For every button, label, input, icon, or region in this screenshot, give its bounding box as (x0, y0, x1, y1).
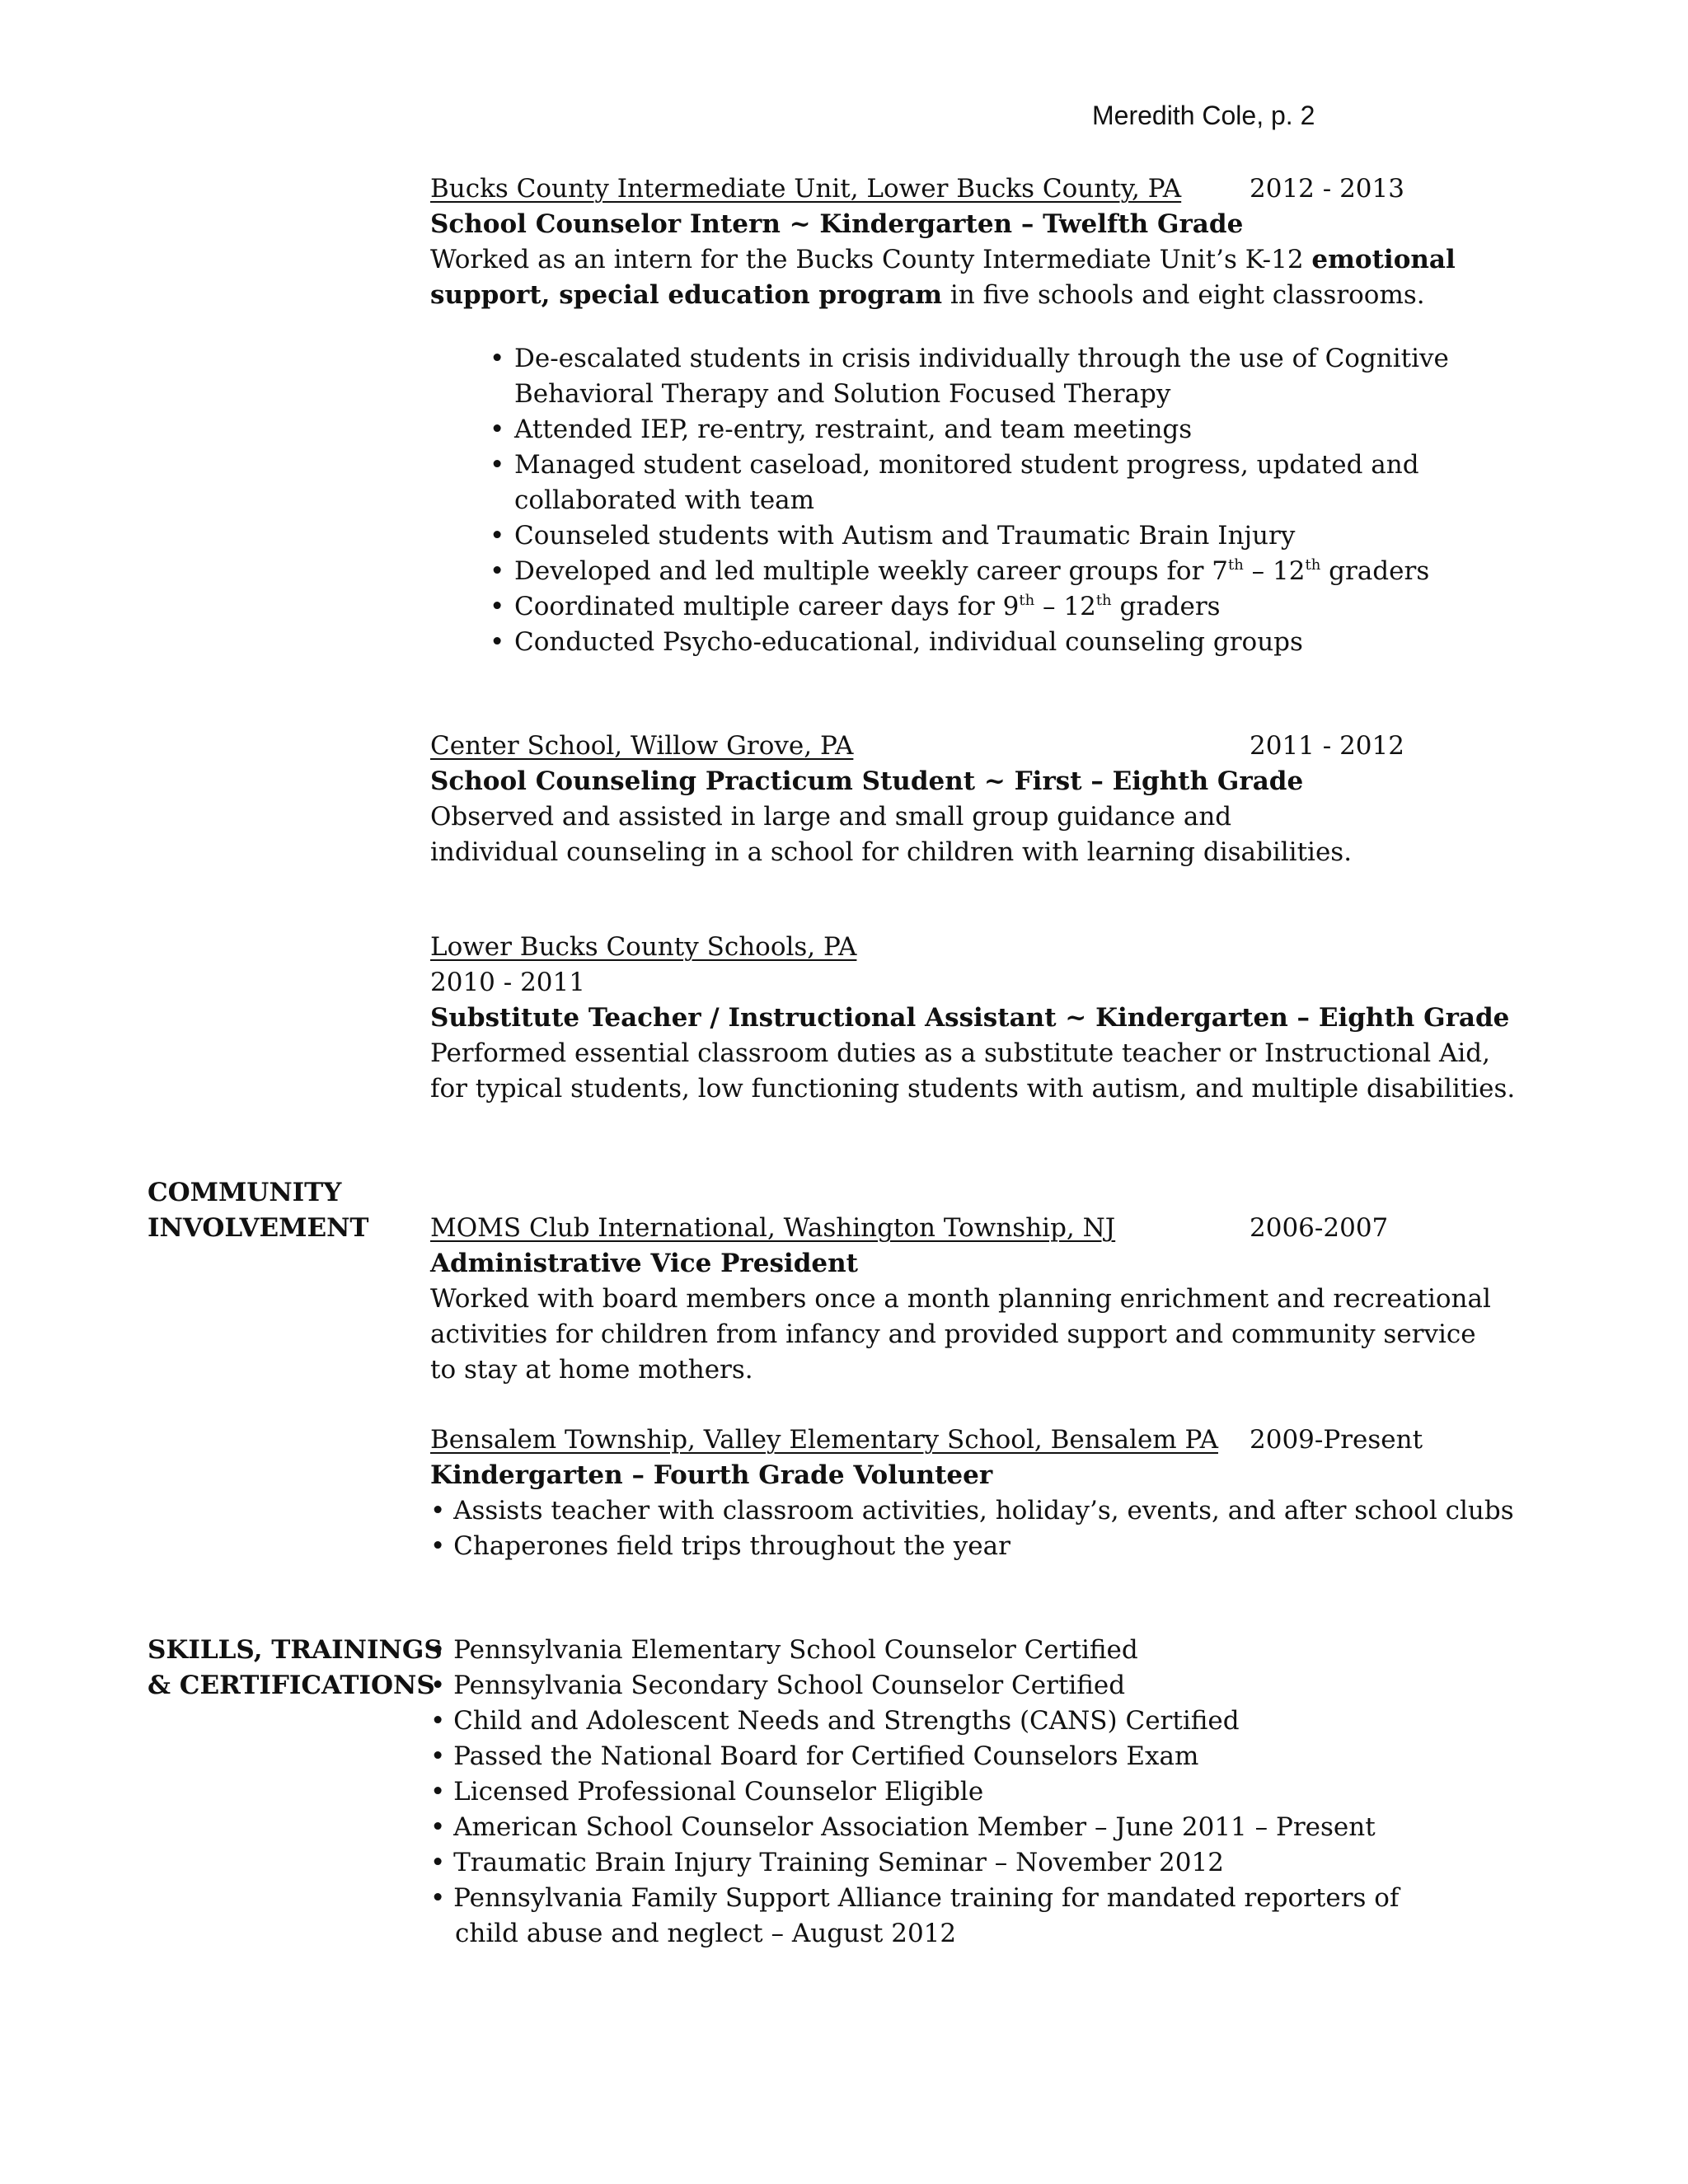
list-item: • Chaperones field trips throughout the year (430, 1531, 1010, 1561)
role-description: Worked with board members once a month planning enrichment and recreational activities for children from infancy and provided support and community service to stay at home mothers. (430, 1284, 1491, 1385)
job-title: Substitute Teacher / Instructional Assistant ~ Kindergarten – Eighth Grade (430, 1003, 1510, 1033)
description-text: Worked as an intern for the Bucks County Intermediate Unit’s K-12 (430, 245, 1304, 274)
role-title: Kindergarten – Fourth Grade Volunteer (430, 1460, 993, 1490)
list-item (490, 589, 1454, 625)
employer-name: Center School, Willow Grove, PA (430, 731, 854, 761)
involvement-dates: 2006-2007 (1250, 1213, 1389, 1243)
involvement-dates: 2009-Present (1250, 1425, 1423, 1455)
superscript: th (1305, 556, 1321, 574)
section-heading-skills: & CERTIFICATIONS (148, 1671, 435, 1700)
job-description: Performed essential classroom duties as a substitute teacher or Instructional Aid, for typical students, low functioning students with autism, and multiple disabilities. (430, 1038, 1516, 1104)
list-item: • Pennsylvania Family Support Alliance training for mandated reporters of (430, 1883, 1400, 1913)
list-item: • Managed student caseload, monitored student progress, updated and collaborated with team (490, 448, 1454, 518)
list-item: • Pennsylvania Elementary School Counselor Certified (430, 1635, 1138, 1665)
description-bold: support, special education program (430, 280, 942, 310)
page-header: Meredith Cole, p. 2 (1092, 101, 1315, 130)
role-title: Administrative Vice President (430, 1249, 858, 1278)
duties-list (490, 341, 1454, 660)
list-item: • Child and Adolescent Needs and Strengths (CANS) Certified (430, 1706, 1240, 1736)
section-heading-community: INVOLVEMENT (148, 1213, 369, 1243)
list-item (490, 554, 1454, 589)
volunteer-duties-list (430, 1493, 1543, 1564)
employer-name: Bucks County Intermediate Unit, Lower Bucks County, PA (430, 174, 1182, 204)
list-item: • Passed the National Board for Certified Counselors Exam (430, 1741, 1199, 1771)
employment-dates: 2010 - 2011 (430, 968, 585, 997)
job-description: Observed and assisted in large and small group guidance and individual counseling in a school for children with learning disabilities. (430, 802, 1353, 867)
job-description (430, 242, 1543, 313)
list-item: • Counseled students with Autism and Traumatic Brain Injury (490, 518, 1454, 554)
job-title: School Counselor Intern ~ Kindergarten – Twelfth Grade (430, 209, 1244, 239)
list-item: • American School Counselor Association Member – June 2011 – Present (430, 1812, 1376, 1842)
list-item: • Traumatic Brain Injury Training Seminar – November 2012 (430, 1848, 1224, 1877)
organization-name: MOMS Club International, Washington Township, NJ (430, 1213, 1116, 1243)
list-item-text: Developed and led multiple weekly career groups for 7 (514, 556, 1228, 586)
list-item-text: – 12 (1243, 556, 1306, 586)
employment-dates: 2011 - 2012 (1250, 731, 1404, 761)
section-heading-skills: SKILLS, TRAININGS (148, 1635, 443, 1665)
superscript: th (1228, 556, 1244, 574)
employer-name: Lower Bucks County Schools, PA (430, 932, 857, 962)
job-title: School Counseling Practicum Student ~ First – Eighth Grade (430, 766, 1304, 796)
superscript: th (1095, 592, 1112, 609)
description-bold: emotional (1311, 245, 1456, 274)
list-item-text: Coordinated multiple career days for 9 (514, 592, 1020, 621)
list-item-continuation: child abuse and neglect – August 2012 (455, 1919, 957, 1948)
list-item: • De-escalated students in crisis individually through the use of Cognitive Behavioral Therapy and Solution Focused Therapy (490, 341, 1454, 412)
list-item-text: – 12 (1034, 592, 1096, 621)
list-item-text: graders (1320, 556, 1430, 586)
skills-list (430, 1633, 1543, 1952)
list-item-text: graders (1111, 592, 1221, 621)
list-item: • Licensed Professional Counselor Eligible (430, 1777, 984, 1807)
list-item: • Attended IEP, re-entry, restraint, and team meetings (490, 412, 1454, 448)
section-heading-community: COMMUNITY (148, 1178, 342, 1207)
organization-name: Bensalem Township, Valley Elementary School, Bensalem PA (430, 1425, 1218, 1455)
list-item: • Pennsylvania Secondary School Counselor Certified (430, 1671, 1126, 1700)
list-item: • Conducted Psycho-educational, individual counseling groups (490, 625, 1454, 660)
superscript: th (1019, 592, 1035, 609)
description-text: in five schools and eight classrooms. (950, 280, 1425, 310)
list-item: • Assists teacher with classroom activities, holiday’s, events, and after school clubs (430, 1496, 1514, 1526)
employment-dates: 2012 - 2013 (1250, 174, 1404, 204)
